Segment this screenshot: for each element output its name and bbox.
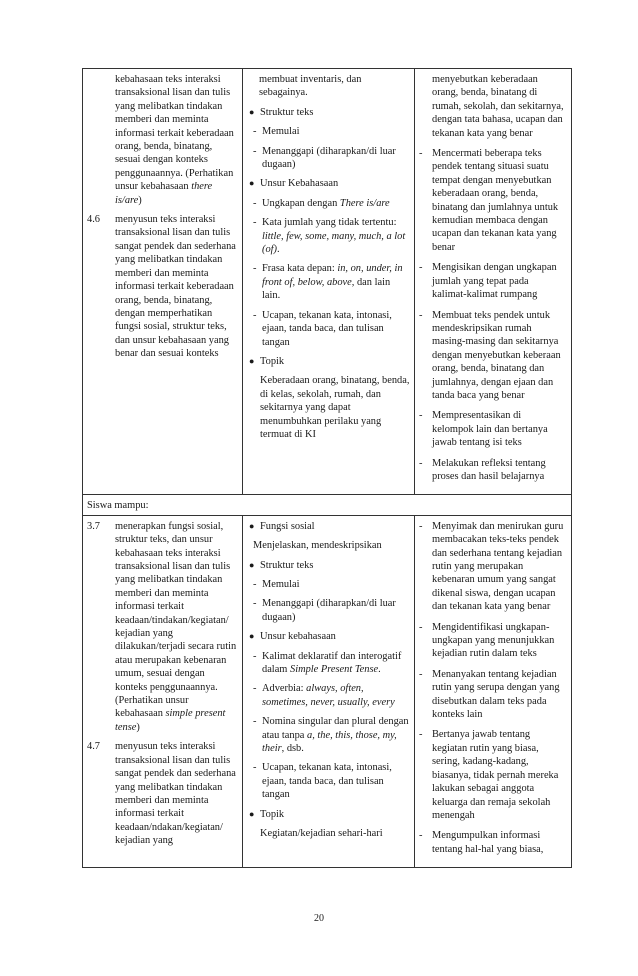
page-number: 20 bbox=[314, 913, 324, 924]
list-item: - Menanyakan tentang kejadian rutin yang serupa dengan yang disebutkan dalam teks pada konteks lain bbox=[419, 668, 560, 721]
kd-4-7 bbox=[87, 740, 239, 847]
topik-text: Keberadaan orang, binatang, benda, di kelas, sekolah, rumah, dan sekitarnya yang dapat menumbuhkan perilaku yang termuat di KI bbox=[260, 375, 410, 440]
kd-text: menyusun teks interaksi transaksional lisan dan tulis sangat pendek dan sederhana yang melibatkan tindakan memberi dan meminta informasi terkait keadaan/ndakan/kegiatan/ kejadian yang bbox=[115, 741, 236, 847]
list-item: - Menyimak dan menirukan guru membacakan teks-teks pendek dan sederhana tentang kejadian rutin yang merupakan kebenaran umum yang sangat dikenal siswa, dengan ucapan dan tekanan kata yang benar bbox=[419, 520, 564, 613]
kd-3-7 bbox=[87, 520, 239, 735]
bullet-icon: ● bbox=[249, 520, 255, 531]
list-item: - Nomina singular dan plural dengan atau tanpa a, the, this, those, my, their, dsb. bbox=[253, 716, 409, 755]
list-item: - Mengumpulkan informasi tentang hal-hal yang biasa, bbox=[419, 830, 544, 855]
list-item: - Mengidentifikasi ungkapan-ungkapan yang menunjukkan kejadian rutin dalam teks bbox=[419, 621, 555, 660]
step-continuation: menyebutkan keberadaan orang, benda, binatang di rumah, sekolah, dan sekitarnya, dengan tata bahasa, ucapan dan tekanan kata yang benar bbox=[432, 74, 564, 139]
kd-4-6 bbox=[87, 213, 239, 360]
list-item: - Membuat teks pendek untuk mendeskripsikan rumah masing-masing dan sekitarnya dengan menyebutkan keberaan orang, benda, binatang dan jumlahnya, dengan ejaan dan tanda baca yang benar bbox=[419, 309, 561, 401]
list-item: - Adverbia: always, often, sometimes, never, usually, every bbox=[253, 683, 395, 708]
list-item: - Memulai bbox=[253, 579, 300, 590]
table-row bbox=[83, 515, 571, 868]
unsur-bullet: ● Unsur Kebahasaan bbox=[249, 178, 339, 190]
kd-number: 4.6 bbox=[87, 214, 100, 226]
bullet-icon: ● bbox=[249, 808, 255, 819]
kd-text: menerapkan fungsi sosial, struktur teks, dan unsur kebahasaan teks interaksi transaksional lisan dan tulis yang melibatkan tindakan memberi dan meminta informasi terkait keadaan/tindakan/kegiatan/ kejadian yang dilakukan/terjadi secara rutin atau merupakan kebenaran umum, sesuai dengan konteks penggunaannya. (Perhatikan unsur kebahasaan simple present tense) bbox=[115, 520, 237, 733]
materi-cell bbox=[243, 516, 415, 867]
kd-continuation: kebahasaan teks interaksi transaksional lisan dan tulis yang melibatkan tindakan memberi dan meminta informasi terkait keberadaan orang, benda, binatang, sesuai dengan konteks penggunaannya. (Perhatikan unsur kebahasaan there is/are) bbox=[115, 74, 234, 206]
bullet-icon: ● bbox=[249, 178, 255, 189]
list-item: - Kalimat deklaratif dan interogatif dalam Simple Present Tense. bbox=[253, 650, 402, 676]
list-item: - Menanggapi (diharapkan/di luar dugaan) bbox=[253, 598, 396, 623]
pembelajaran-cell bbox=[415, 69, 571, 494]
list-item: - Mengisikan dengan ungkapan jumlah yang tepat pada kalimat-kalimat rumpang bbox=[419, 262, 557, 301]
list-item: - Ucapan, tekanan kata, intonasi, ejaan, tanda baca, dan tulisan tangan bbox=[253, 309, 392, 348]
siswa-mampu-label: Siswa mampu: bbox=[87, 500, 149, 512]
list-item: - Bertanya jawab tentang kegiatan rutin yang biasa, sering, kadang-kadang, biasanya, tidak pernah mereka lakukan sebagai anggota keluarga dan remaja sekolah menengah bbox=[419, 729, 559, 821]
table-row bbox=[83, 68, 571, 494]
fungsi-text: Menjelaskan, mendeskripsikan bbox=[253, 540, 382, 552]
kompetensi-dasar-cell bbox=[83, 69, 243, 494]
materi-continuation: membuat inventaris, dan sebagainya. bbox=[259, 74, 362, 99]
topik-bullet: ● Topik bbox=[249, 355, 285, 367]
kompetensi-dasar-cell bbox=[83, 516, 243, 867]
bullet-icon: ● bbox=[249, 355, 255, 366]
table-row bbox=[83, 494, 571, 514]
pembelajaran-cell bbox=[415, 516, 571, 867]
list-item: - Ungkapan dengan There is/are bbox=[253, 197, 390, 209]
topik-text: Kegiatan/kejadian sehari-hari bbox=[260, 828, 383, 840]
list-item: - Melakukan refleksi tentang proses dan hasil belajarnya bbox=[419, 457, 546, 482]
struktur-bullet: ● Struktur teks bbox=[249, 559, 314, 571]
list-item: - Frasa kata depan: in, on, under, in front of, below, above, dan lain lain. bbox=[253, 263, 403, 302]
bullet-icon: ● bbox=[249, 559, 255, 570]
bullet-icon: ● bbox=[249, 631, 255, 642]
materi-cell bbox=[243, 69, 415, 494]
topik-bullet: ● Topik bbox=[249, 808, 285, 820]
list-item: - Kata jumlah yang tidak tertentu: little, few, some, many, much, a lot (of). bbox=[253, 217, 406, 256]
syllabus-table bbox=[82, 68, 572, 868]
fungsi-bullet: ● Fungsi sosial bbox=[249, 520, 315, 532]
struktur-bullet: ● Struktur teks bbox=[249, 106, 314, 118]
list-item: - Memulai bbox=[253, 126, 300, 138]
kd-number: 3.7 bbox=[87, 520, 100, 532]
unsur-bullet: ● Unsur kebahasaan bbox=[249, 631, 336, 643]
kd-text: menyusun teks interaksi transaksional lisan dan tulis sangat pendek dan sederhana yang melibatkan tindakan memberi dan meminta informasi terkait keberadaan orang, benda, binatang, dengan memperhatikan fungsi sosial, struktur teks, dan unsur kebahasaan yang benar dan sesuai konteks bbox=[115, 214, 236, 360]
list-item: - Mempresentasikan di kelompok lain dan bertanya jawab tentang isi teks bbox=[419, 410, 548, 449]
bullet-icon: ● bbox=[249, 106, 255, 117]
list-item: - Ucapan, tekanan kata, intonasi, ejaan, tanda baca, dan tulisan tangan bbox=[253, 762, 392, 801]
list-item: - Mencermati beberapa teks pendek tentang situasi suatu tempat dengan menyebutkan keberadaan orang, benda, binatang dan jumlahnya untuk kemudian membaca dengan ucapan dan tekanan kata yang benar bbox=[419, 148, 559, 253]
list-item: - Menanggapi (diharapkan/di luar dugaan) bbox=[253, 145, 396, 171]
kd-number: 4.7 bbox=[87, 741, 100, 753]
